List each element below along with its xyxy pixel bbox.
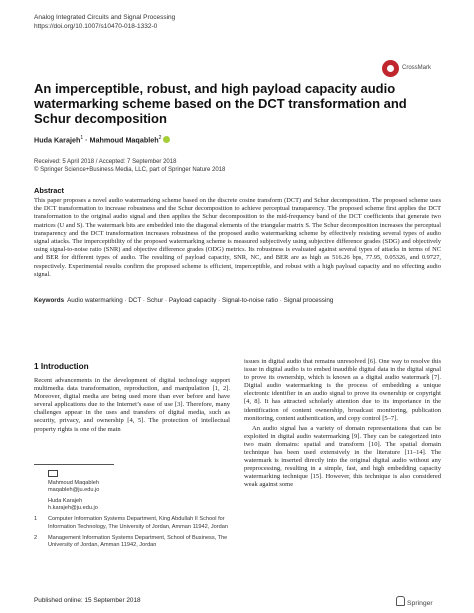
journal-header xyxy=(34,14,175,31)
published-online: Published online: 15 September 2018 xyxy=(34,597,141,604)
footnote-rule xyxy=(34,464,114,465)
crossmark-icon xyxy=(382,60,399,77)
affiliation-1 xyxy=(34,516,230,530)
corresponding-author xyxy=(34,470,230,494)
author-name: Mahmoud Maqableh xyxy=(89,135,159,145)
affiliation-marker: 2 xyxy=(158,135,162,141)
journal-name: Analog Integrated Circuits and Signal Processing xyxy=(34,14,176,21)
intro-right-column xyxy=(244,358,441,490)
intro-paragraph: An audio signal has a variety of domain representations that can be exploited in digital audio watermarking [9]. They can be categorized into two main domains: spatial and transform [10]. The spatial domain technique has been used extensively in the literature [11–14]. The watermark is inserted directly into the original digital audio without any preprocessing, resulting in a simple, fast, and high embedding capacity watermarking technique [15]. However, this technique is also considered weak against some xyxy=(244,424,441,489)
affiliation-text: Management Information Systems Department, School of Business, The University of Jordan, Amman 11942, Jordan xyxy=(48,534,228,548)
affiliation-marker: 1 xyxy=(80,135,84,141)
corresponding-name: Mahmoud Maqableh xyxy=(48,480,99,487)
publisher-logo xyxy=(396,596,433,607)
crossmark-badge[interactable] xyxy=(382,58,442,80)
doi-link[interactable]: https://doi.org/10.1007/s10470-018-1332-0 xyxy=(34,22,158,30)
keywords-line xyxy=(34,297,441,304)
envelope-icon xyxy=(48,470,58,477)
intro-paragraph: issues in digital audio that remains unresolved [6]. One way to resolve this issue in digital audio is to embed inaudible digital data in the digital signal to prove its ownership, which is known as a digital audio watermark [7]. Digital audio watermarking is the process of embedding a unique electronic identifier in an audio signal to prove its ownership or copyright [4, 8]. It has attracted scholarly attention due to its importance in the identification of content ownership, broadcast monitoring, publication monitoring, content authentication, and copy control [5–7]. xyxy=(244,358,441,422)
second-author-email[interactable]: h.karajeh@ju.edu.jo xyxy=(48,505,98,512)
affiliation-marker: 1 xyxy=(34,516,38,523)
keywords-list: Audio watermarking · DCT · Schur · Payload capacity · Signal-to-noise ratio · Signal processing xyxy=(67,297,334,304)
springer-horse-icon xyxy=(396,596,405,606)
section-heading: 1 Introduction xyxy=(34,362,89,371)
author-name: Huda Karajeh xyxy=(34,135,81,145)
crossmark-label: CrossMark xyxy=(402,65,432,71)
author-separator: · xyxy=(83,135,90,145)
author-line xyxy=(34,135,170,144)
corresponding-email[interactable]: maqableh@ju.edu.jo xyxy=(48,487,100,494)
intro-left-column: Recent advancements in the development of digital technology support multimedia data transformation, reproduction, and manipulation [1, 2]. Moreover, digital media are being used more than ever before and have several applications due to the Internet’s ease of use [3]. Therefore, many challenges appear in the uses and transfers of digital media, such as security, privacy, and ownership [4, 5]. The protection of intellectual property rights is one of the main xyxy=(34,377,230,433)
keywords-label: Keywords xyxy=(34,297,65,304)
second-author-contact xyxy=(34,498,230,512)
affiliation-text: Computer Information Systems Department, King Abdullah II School for Information Technology, The University of Jordan, Amman 11942, Jordan xyxy=(48,516,228,530)
received-accepted: Received: 5 April 2018 / Accepted: 7 September 2018 xyxy=(34,159,177,165)
abstract-text: This paper proposes a novel audio watermarking scheme based on the discrete cosine transform (DCT) and Schur decomposition. The proposed scheme uses the DCT transformation to increase robustness and the Schur decomposition to achieve perceptual transparency. The proposed scheme first applies the DCT transformation to the original audio signal and then applies the Schur decomposition to the mid-frequency band of the DCT coefficients that generate two matrices (U and S). The watermark bits are embedded into the diagonal elements of the triangular matrix S. The Schur decomposition increases the perceptual transparency and the DCT transformation increases robustness of the proposed audio watermarking scheme by effectively resisting several types of audio signal attacks. The imperceptibility of the proposed watermarking scheme is measured subjectively using subjective difference grades (SDG) and objectively using signal-to-noise ratio (SNR) and objective difference grades (ODG) metrics. Its robustness is evaluated against several types of attacks in terms of NC and BER for different types of audio. The resulting of payload capacity, SNR, NC, and BER are as high as 516.26 bps, 77.95, 0.05326, and 0.9727, respectively. Experimental results confirm the proposed scheme is efficient, imperceptible, and robust with a high payload capacity and no effecting audio signal. xyxy=(34,197,441,278)
publisher-name: Springer xyxy=(407,600,433,607)
abstract-heading: Abstract xyxy=(34,186,64,195)
copyright-line: © Springer Science+Business Media, LLC, part of Springer Nature 2018 xyxy=(34,167,226,173)
publication-dates xyxy=(34,158,225,174)
paper-title: An imperceptible, robust, and high payload capacity audio watermarking scheme based on the DCT transformation and Schur decomposition xyxy=(34,81,407,126)
second-author-name: Huda Karajeh xyxy=(48,498,83,505)
affiliation-marker: 2 xyxy=(34,534,38,541)
footnotes xyxy=(34,470,230,553)
affiliation-2 xyxy=(34,535,230,549)
orcid-icon[interactable] xyxy=(163,136,170,143)
